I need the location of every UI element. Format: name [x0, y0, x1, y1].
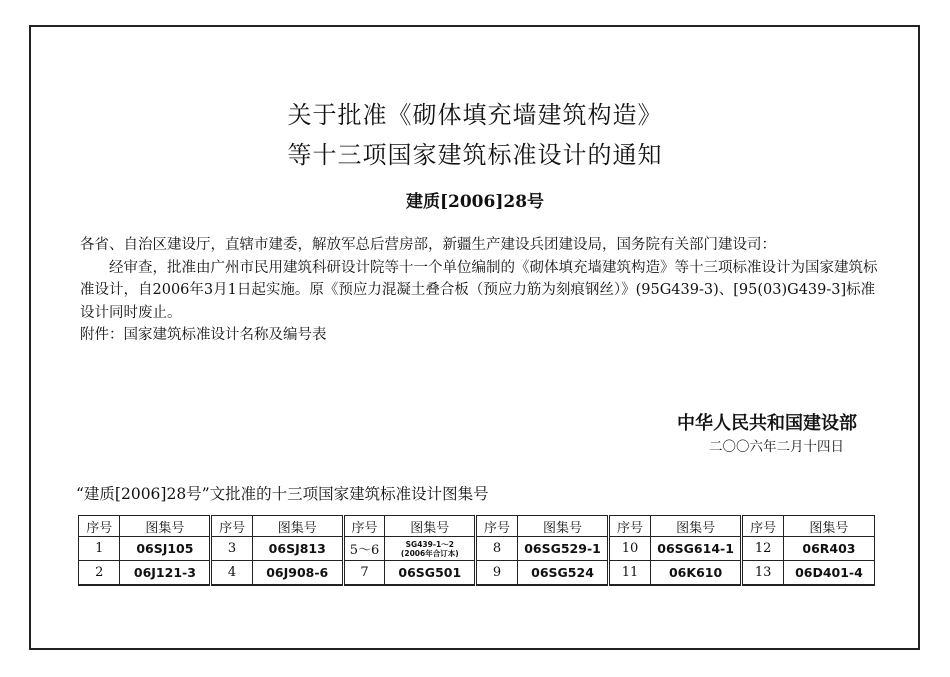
atlas-cell: 06SG614-1: [650, 537, 742, 561]
header-atlas: 图集号: [783, 516, 874, 537]
atlas-cell: 06R403: [783, 537, 874, 561]
atlas-cell: 06SJ105: [120, 537, 211, 561]
atlas-code-line: SG439-1～2: [405, 539, 454, 549]
notice-title-line2: 等十三项国家建筑标准设计的通知: [287, 141, 663, 169]
seq-cell: 7: [343, 561, 385, 586]
header-seq: 序号: [211, 516, 253, 537]
notice-body: [80, 234, 880, 347]
header-atlas: 图集号: [252, 516, 343, 537]
seq-cell: 1: [79, 537, 120, 561]
atlas-cell: 06J908-6: [252, 561, 343, 586]
header-atlas: 图集号: [385, 516, 476, 537]
seq-cell: 3: [211, 537, 253, 561]
attachment-line: 附件：国家建筑标准设计名称及编号表: [80, 327, 327, 343]
notice-title-line1: 关于批准《砌体填充墙建筑构造》: [287, 101, 663, 129]
addressee: 各省、自治区建设厅，直辖市建委，解放军总后营房部，新疆生产建设兵团建设局，国务院有关部门建设司：: [80, 237, 776, 253]
atlas-cell: 06K610: [650, 561, 742, 586]
header-seq: 序号: [343, 516, 385, 537]
seq-cell: 9: [476, 561, 518, 586]
atlas-cell: 06SJ813: [252, 537, 343, 561]
seq-cell: 8: [476, 537, 518, 561]
atlas-cell: 06J121-3: [120, 561, 211, 586]
atlas-cell: 06SG524: [517, 561, 609, 586]
table-caption: “建质[2006]28号”文批准的十三项国家建筑标准设计图集号: [76, 485, 489, 503]
seq-cell: 4: [211, 561, 253, 586]
table-header-row: [79, 516, 875, 537]
signature-block: [677, 412, 857, 458]
seq-cell: 10: [609, 537, 651, 561]
document-number: 建质[2006]28号: [405, 192, 545, 212]
atlas-cell: 06SG501: [385, 561, 476, 586]
header-seq: 序号: [79, 516, 120, 537]
header-seq: 序号: [609, 516, 651, 537]
atlas-cell: [385, 537, 476, 561]
table-row: [79, 561, 875, 586]
seq-cell: 11: [609, 561, 651, 586]
header-seq: 序号: [476, 516, 518, 537]
header-atlas: 图集号: [650, 516, 742, 537]
atlas-table: [78, 515, 875, 586]
atlas-cell: 06D401-4: [783, 561, 874, 586]
header-atlas: 图集号: [517, 516, 609, 537]
table-row: [79, 537, 875, 561]
header-seq: 序号: [742, 516, 784, 537]
seq-cell: 5～6: [343, 537, 385, 561]
atlas-cell: 06SG529-1: [517, 537, 609, 561]
atlas-edition-line: (2006年合订本): [400, 548, 459, 558]
seq-cell: 2: [79, 561, 120, 586]
issuing-organization: 中华人民共和国建设部: [677, 413, 857, 434]
seq-cell: 12: [742, 537, 784, 561]
seq-cell: 13: [742, 561, 784, 586]
header-atlas: 图集号: [120, 516, 211, 537]
main-paragraph: 经审查，批准由广州市民用建筑科研设计院等十一个单位编制的《砌体填充墙建筑构造》等十三项标准设计为国家建筑标准设计，自2006年3月1日起实施。原《预应力混凝土叠合板（预应力筋为刻痕钢丝）》(95G439-3)、[95(03)G439-3]标准设计同时废止。: [80, 259, 878, 321]
issue-date: 二〇〇六年二月十四日: [709, 439, 844, 455]
